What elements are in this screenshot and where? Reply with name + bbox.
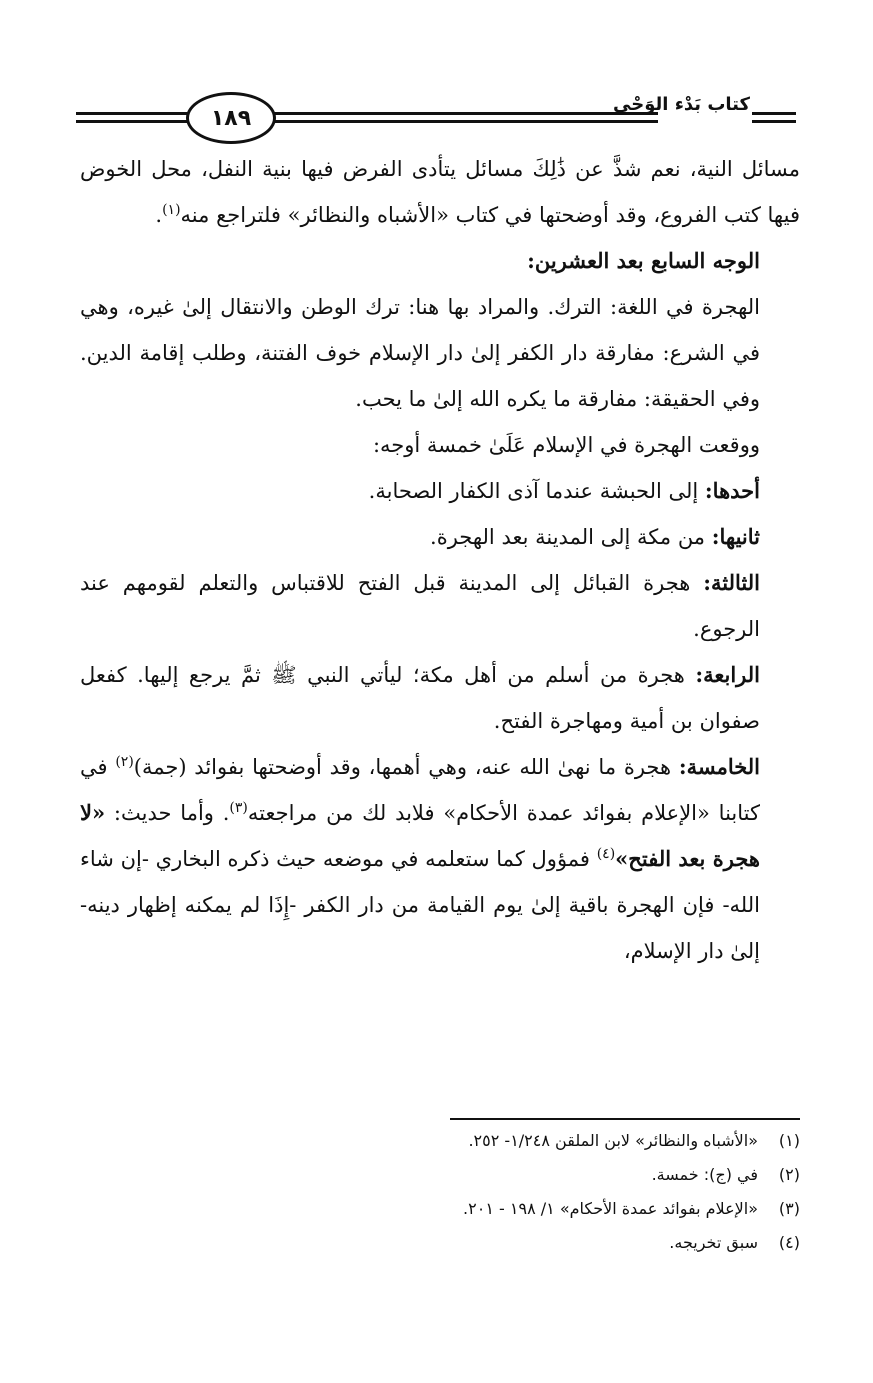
list-item: الرابعة: هجرة من أسلم من أهل مكة؛ ليأتي النبي ﷺ ثمَّ يرجع إليها. كفعل صفوان بن أمية ومهاجرة الفتح.	[80, 662, 760, 733]
footnotes	[120, 1124, 800, 1260]
list-item: الخامسة: هجرة ما نهىٰ الله عنه، وهي أهمها، وقد أوضحتها بفوائد (جمة)$^{(٢)}$ في كتابنا «الإعلام بفوائد عمدة الأحكام» فلابد لك من مراجعته$^{(٣)}$. وأما حديث: «لا هجرة بعد الفتح»$^{(٤)}$ فمؤول كما ستعلمه في موضعه حيث ذكره البخاري -إن شاء الله- فإن الهجرة باقية إلىٰ يوم القيامة من دار الكفر -إِذَا لم يمكنه إظهار دينه- إلىٰ دار الإسلام،	[80, 754, 761, 963]
footnote-text: سبق تخريجه.	[669, 1233, 758, 1252]
list-item: أحدها: إلى الحبشة عندما آذى الكفار الصحابة.	[368, 478, 760, 503]
footnote-ref[interactable]: (١)	[162, 202, 181, 218]
header-rule	[76, 112, 196, 115]
hadith-quote: «لا هجرة بعد الفتح»	[80, 800, 760, 871]
footnote	[120, 1192, 800, 1226]
item-lead: الثالثة:	[703, 570, 760, 595]
footnote-ref[interactable]: (٤)	[596, 846, 616, 862]
footnote-ref[interactable]: (٢)	[115, 754, 134, 770]
page-number: ١٨٩	[186, 92, 276, 144]
footnote-text: «الأشباه والنظائر» لابن الملقن ١/٢٤٨- ٢٥٢.	[468, 1131, 758, 1150]
page-header	[76, 92, 796, 152]
paragraph: ووقعت الهجرة في الإسلام عَلَىٰ خمسة أوجه:	[372, 433, 760, 457]
footnote-number: (٢)	[778, 1165, 800, 1184]
footnote-text: في (ج): خمسة.	[651, 1165, 758, 1184]
main-text	[80, 146, 800, 974]
list-item: الثالثة: هجرة القبائل إلى المدينة قبل الفتح للاقتباس والتعلم لقومهم عند الرجوع.	[80, 570, 760, 641]
footnote-number: (٣)	[778, 1199, 800, 1218]
item-lead: أحدها:	[704, 478, 760, 503]
item-lead: الرابعة:	[695, 662, 760, 687]
header-rule	[752, 112, 796, 115]
header-rule	[262, 120, 658, 123]
running-title: كتاب بَدْء الوَحْي	[613, 94, 750, 115]
paragraph: الهجرة في اللغة: الترك. والمراد بها هنا: ترك الوطن والانتقال إلىٰ غيره، وهي في الشرع: مفارقة دار الكفر إلىٰ دار الإسلام خوف الفتنة، وطلب إقامة الدين. وفي الحقيقة: مفارقة ما يكره الله إلىٰ ما يحب.	[80, 295, 760, 411]
header-rule	[262, 112, 658, 115]
section-heading: الوجه السابع بعد العشرين:	[527, 248, 760, 273]
footnote	[120, 1124, 800, 1158]
footnote	[120, 1158, 800, 1192]
footnote-ref[interactable]: (٣)	[229, 800, 248, 816]
header-rule	[752, 120, 796, 123]
footnote-number: (٤)	[778, 1233, 800, 1252]
item-lead: ثانيها:	[711, 524, 760, 549]
footnote-number: (١)	[778, 1131, 800, 1150]
footnote-separator	[450, 1118, 800, 1120]
footnote-text: «الإعلام بفوائد عمدة الأحكام» ١/ ١٩٨ - ٢٠١.	[463, 1199, 758, 1218]
item-lead: الخامسة:	[678, 754, 761, 779]
paragraph: مسائل النية، نعم شذَّ عن ذَٰلِكَ مسائل يتأدى الفرض فيها بنية النفل، محل الخوض فيها كتب الفروع، وقد أوضحتها في كتاب «الأشباه والنظائر» فلتراجع منه$^{(١)}$.	[80, 157, 800, 227]
header-rule	[76, 120, 196, 123]
footnote	[120, 1226, 800, 1260]
list-item: ثانيها: من مكة إلى المدينة بعد الهجرة.	[430, 524, 760, 549]
